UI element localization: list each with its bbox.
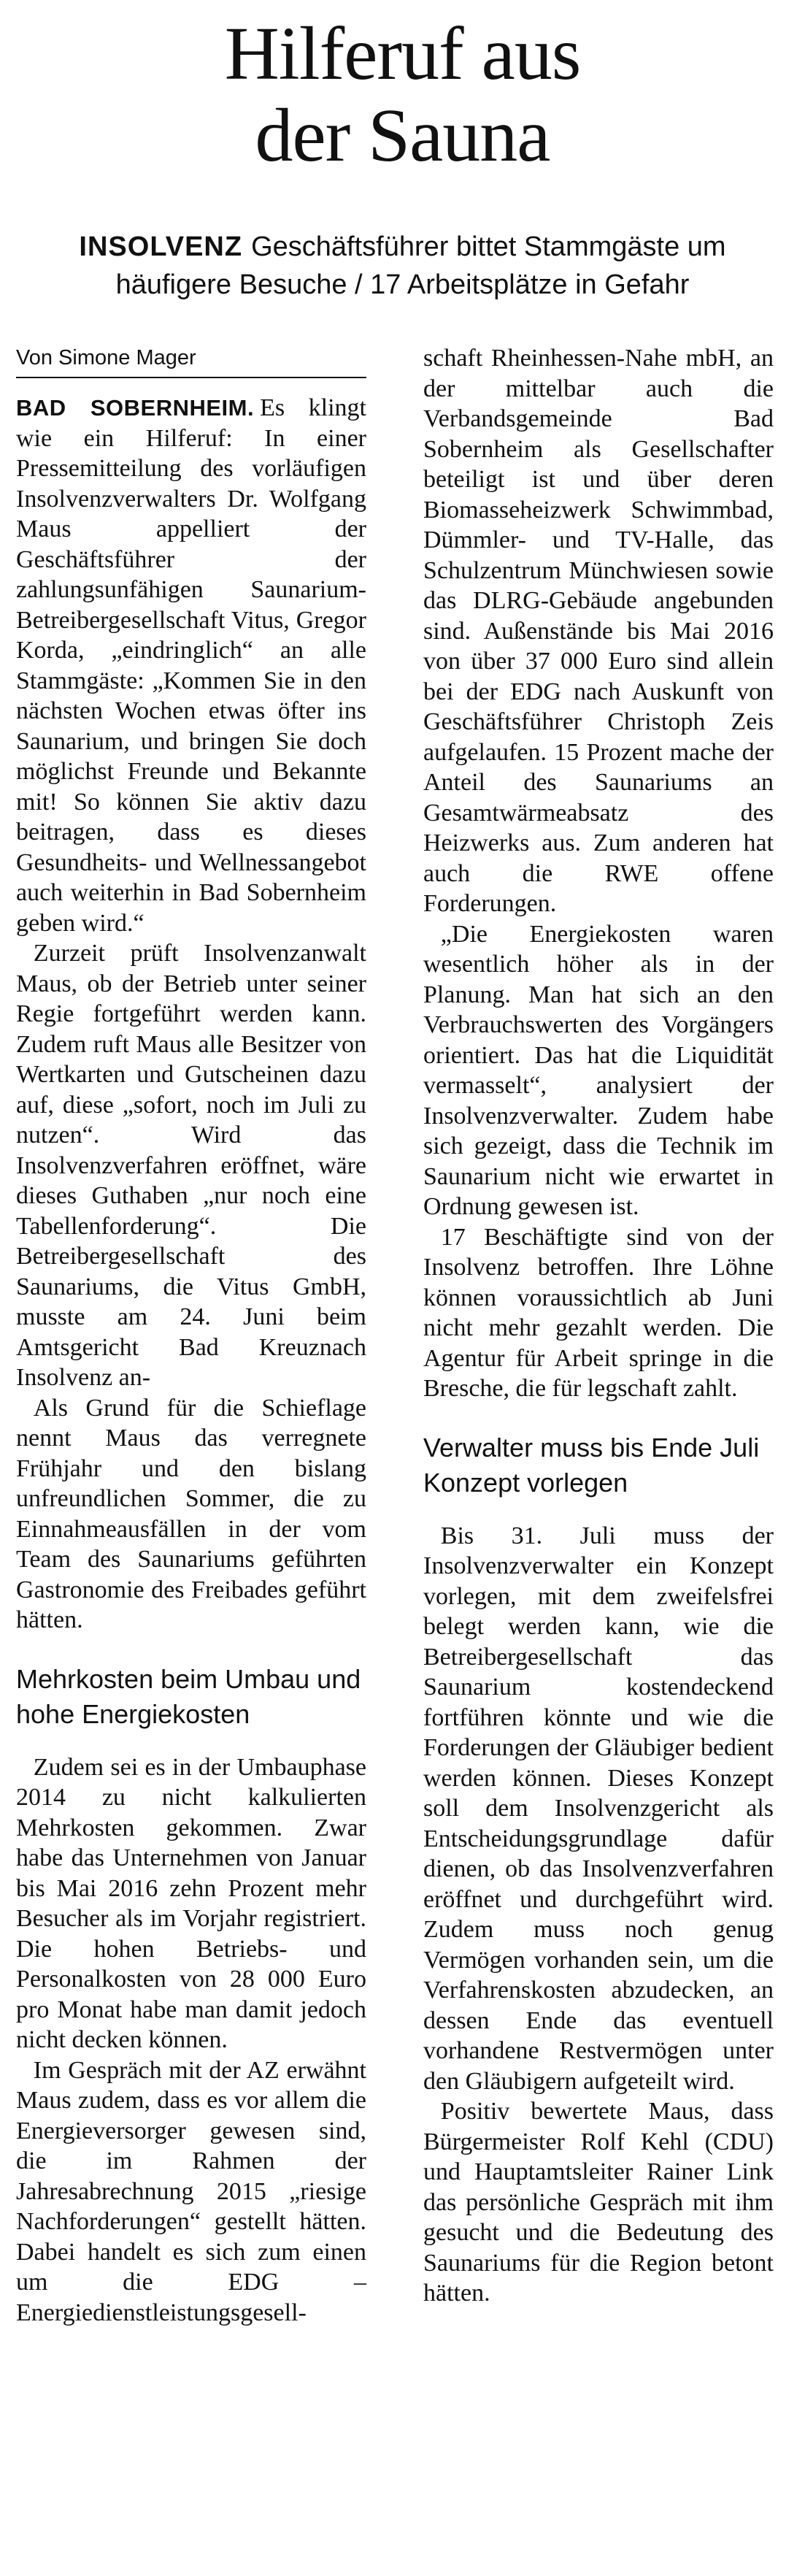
paragraph: Bis 31. Juli muss der Insolvenzverwalter ein Konzept vorlegen, mit dem zweifelsfrei belegt werden kann, wie die Betreibergesellschaft das Saunarium kostendeckend fortführen könnte und wie die Forderungen der Gläubiger bedient werden können. Dieses Konzept soll dem Insolvenzgericht als Entscheidungsgrundlage dafür dienen, ob das Insolvenzverfahren eröffnet und durchgeführt wird. Zudem muss noch genug Vermögen vorhanden sein, um die Verfahrenskosten abzudecken, an dessen Ende das eventuell vorhandene Restvermögen unter den Gläubigern aufgeteilt wird. [423,1522,774,2095]
left-column [16,343,366,2328]
paragraph: Im Gespräch mit der AZ erwähnt Maus zudem, dass es vor allem die Energieversorger gewesen sind, die im Rahmen der Jahresabrechnung 2015 „riesige Nachforderungen“ gestellt hätten. Dabei handelt es sich zum einen um die EDG – Energiedienstleistungsgesell- [16,2056,366,2326]
byline: Von Simone Mager [16,343,366,378]
kicker: INSOLVENZ [79,231,243,262]
headline [0,13,805,177]
right-column [423,343,774,2309]
paragraph: „Die Energiekosten waren wesentlich höher als in der Planung. Man hat sich an den Verbrauchswerten des Vorgängers orientiert. Das hat die Liquidität vermasselt“, analysiert der Insolvenzverwalter. Zudem habe sich gezeigt, dass die Technik im Saunarium nicht wie erwartet in Ordnung gewesen ist. [423,920,774,1220]
subheading: Verwalter muss bis Ende Juli Konzept vorlegen [423,1432,760,1498]
paragraph: Positiv bewertete Maus, dass Bürgermeister Rolf Kehl (CDU) und Hauptamtsleiter Rainer Link das persönliche Gespräch mit ihm gesucht und die Bedeutung des Saunariums für die Region betont hätten. [423,2098,774,2307]
paragraph: 17 Beschäftigte sind von der Insolvenz betroffen. Ihre Löhne können voraussichtlich ab Juni nicht mehr gezahlt werden. Die Agentur für Arbeit springe in die Bresche, die für legschaft zahlt. [423,1223,774,1402]
paragraph: schaft Rheinhessen-Nahe mbH, an der mittelbar auch die Verbandsgemeinde Bad Sobernheim als Gesellschafter beteiligt ist und über deren Biomasseheizwerk Schwimmbad, Dümmler- und TV-Halle, das Schulzentrum Münchwiesen sowie das DLRG-Gebäude angebunden sind. Außenstände bis Mai 2016 von über 37 000 Euro sind allein bei der EDG nach Auskunft von Geschäftsführer Christoph Zeis aufgelaufen. 15 Prozent mache der Anteil des Saunariums an Gesamtwärmeabsatz des Heizwerks aus. Zum anderen hat auch die RWE offene Forderungen. [423,345,774,917]
paragraph: Zudem sei es in der Umbauphase 2014 zu nicht kalkulierten Mehrkosten gekommen. Zwar habe das Unternehmen von Januar bis Mai 2016 zehn Prozent mehr Besucher als im Vorjahr registriert. Die hohen Betriebs- und Personalkosten von 28 000 Euro pro Monat habe man damit jedoch nicht decken können. [16,1753,366,2053]
paragraph: Als Grund für die Schieflage nennt Maus das verregnete Frühjahr und den bislang unfreundlichen Sommer, die zu Einnahmeausfällen in der vom Team des Saunariums geführten Gastronomie des Freibades geführt hätten. [16,1394,366,1633]
paragraph: Zurzeit prüft Insolvenzanwalt Maus, ob der Betrieb unter seiner Regie fortgeführt werden kann. Zudem ruft Maus alle Besitzer von Wertkarten und Gutscheinen dazu auf, diese „sofort, noch im Juli zu nutzen“. Wird das Insolvenzverfahren eröffnet, wäre dieses Guthaben „nur noch eine Tabellenforderung“. Die Betreibergesellschaft des Saunariums, die Vitus GmbH, musste am 24. Juni beim Amtsgericht Bad Kreuznach Insolvenz an- [16,940,366,1391]
headline-line-2: der Sauna [255,93,550,177]
headline-line-1: Hilferuf aus [224,12,581,96]
deck-text: Geschäftsführer bittet Stammgäste um häufigere Besuche / 17 Arbeitsplätze in Gefahr [115,231,726,300]
paragraph-text: Es klingt wie ein Hilferuf: In einer Pressemitteilung des vorläufigen Insolvenzverwalters Dr. Wolfgang Maus appelliert der Geschäftsführer der zahlungsunfähigen Saunarium-Betreibergesellschaft Vitus, Gregor Korda, „eindringlich“ an alle Stammgäste: „Kommen Sie in den nächsten Wochen etwas öfter ins Saunarium, und bringen Sie doch möglichst Freunde und Bekannte mit! So können Sie aktiv dazu beitragen, dass es dieses Gesundheits- und Wellnessangebot auch weiterhin in Bad Sobernheim geben wird.“ [16,394,367,937]
subheading: Mehrkosten beim Umbau und hohe Energiekosten [16,1663,361,1729]
paragraph [16,393,366,938]
deck [22,228,783,304]
dateline: BAD SOBERNHEIM. [16,395,255,421]
